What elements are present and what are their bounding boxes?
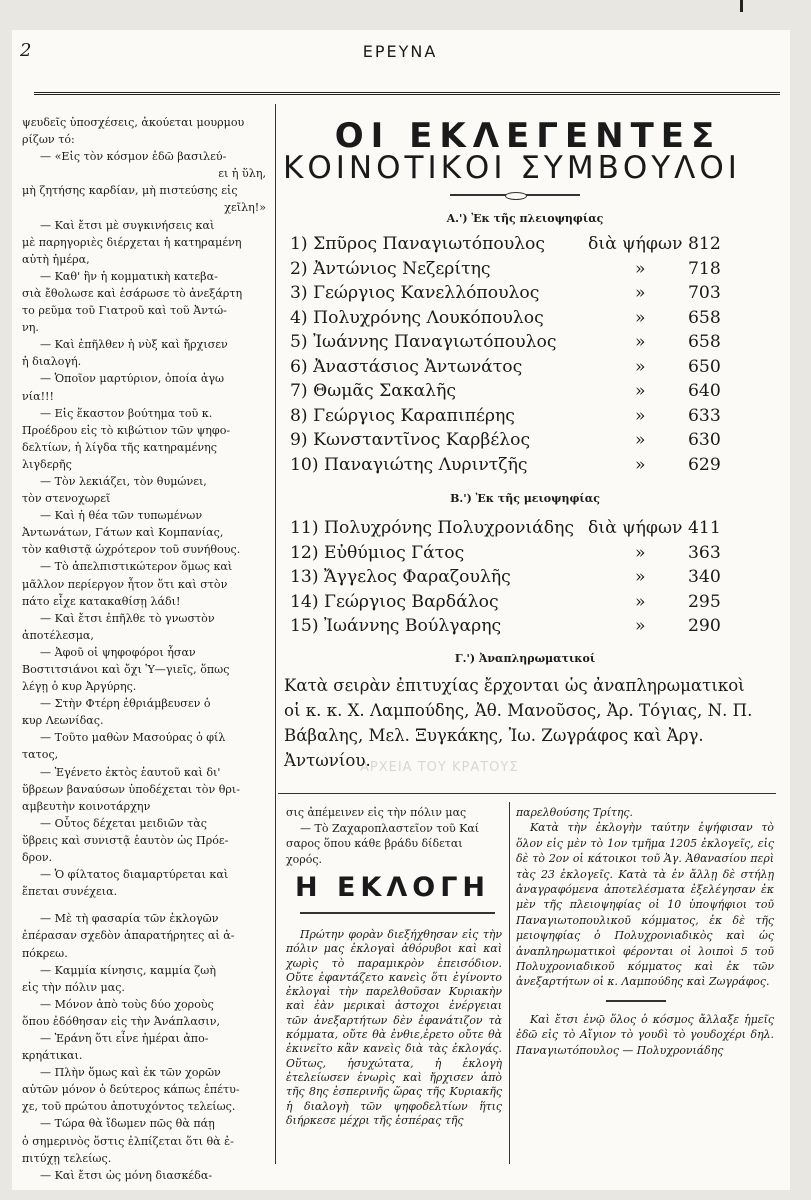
text-line: λιγδερῆς bbox=[22, 457, 72, 471]
text-line: αμβευτὴν κοινοτάρχην bbox=[22, 799, 151, 813]
member-name: 8) Γεώργιος Καραπιπέρης bbox=[290, 405, 515, 426]
article-heading-rule bbox=[300, 912, 495, 914]
vote-count: 658 bbox=[688, 307, 721, 328]
text-line: ει ἡ ὕλη, bbox=[218, 167, 266, 181]
text-line: ἐπέρασαν σχεδὸν ἀπαρατήρητες αἱ ἀ- bbox=[22, 929, 235, 943]
council-member-row bbox=[290, 541, 730, 566]
article-heading: Η ΕΚΛΟΓΗ bbox=[294, 872, 490, 903]
vote-count: 718 bbox=[688, 258, 721, 279]
column-divider-right bbox=[509, 802, 510, 1164]
vote-count: 290 bbox=[688, 616, 721, 636]
text-line: σις ἀπέμεινεν εἰς τὴν πόλιν μας bbox=[286, 806, 467, 819]
text-line: — Τὸ Ζαχαροπλαστεῖον τοῦ Καί bbox=[300, 821, 480, 835]
vote-count: 658 bbox=[688, 332, 721, 352]
text-line: χεῖλη!» bbox=[224, 201, 266, 215]
text-line: — Μὲ τὴ φασαρία τῶν ἐκλογῶν bbox=[40, 912, 219, 926]
text-line: — Τὸν λεκιάζει, τὸν θυμώνει, bbox=[40, 474, 207, 488]
text-line: ὕβρεων βαναύσων ὑποδέχεται τὸν θρι- bbox=[22, 782, 241, 796]
text-line: — Ὁποῖον μαρτύριον, ὁποία ἀγω bbox=[40, 372, 225, 386]
article-body bbox=[286, 928, 502, 1128]
text-line: τὸν στενοχωρεῖ bbox=[22, 492, 111, 506]
page-header bbox=[20, 40, 780, 64]
text-line: δελτίων, ἡ λίγδα τῆς κατηραμένης bbox=[22, 440, 217, 454]
text-line bbox=[22, 900, 266, 910]
votes-label: » bbox=[635, 591, 646, 612]
votes-label: » bbox=[635, 430, 646, 450]
text-line: — Καὶ ἔτσι ὡς μόνη διασκέδα- bbox=[40, 1168, 213, 1182]
text-line: — Οὗτος δέχεται μειδιῶν τὰς bbox=[40, 816, 207, 830]
text-line: ἡ διαλογή. bbox=[22, 355, 82, 369]
council-member-row bbox=[290, 257, 730, 282]
council-member-row bbox=[290, 330, 730, 355]
text-line: — Ὁ φίλτατος διαμαρτύρεται καὶ bbox=[40, 868, 229, 882]
text-line: — Καὶ ἔτσι ἐπῆλθε τὸ γνωστὸν bbox=[40, 611, 215, 625]
text-line: Προέδρου εἰς τὸ κιβώτιον τῶν ψηφο- bbox=[22, 423, 231, 437]
text-line: — Τώρα θὰ ἴδωμεν πῶς θὰ πάῃ bbox=[40, 1117, 215, 1131]
middle-column-top bbox=[286, 805, 502, 867]
minority-heading: Β.') Ἐκ τῆς μειοψηφίας bbox=[450, 492, 600, 505]
text-line: τατος, bbox=[22, 748, 59, 762]
vote-count: 295 bbox=[688, 591, 721, 612]
right-column bbox=[516, 805, 774, 1058]
text-line: — Καὶ ἡ θέα τῶν τυπωμένων bbox=[40, 509, 203, 523]
council-member-row bbox=[290, 453, 730, 478]
text-line: — Τὸ ἀπελπιστικώτερον ὅμως καὶ bbox=[40, 560, 233, 574]
member-name: 6) Ἀναστάσιος Ἀντωνάτος bbox=[290, 356, 523, 377]
article-paragraph: Πρώτην φορὰν διεξήχθησαν εἰς τὴν πόλιν μας ἐκλογαὶ ἀθόρυβοι καὶ καὶ χωρὶς τὸ παραμικρὸν ἐπεισόδιον. Οὔτε ἐφαντάζετο κανεὶς ὅτι ἐγίνοντο ἐκλογαὶ τὴν παρελθοῦσαν Κυριακὴν καὶ ἐὰν μερικαὶ ἀστοχοι ἐνέργειαι τῶν ἀνεξαρτήτων δὲν ἐφανάτιζον τὰ κόμματα, οὔτε θὰ ἐνθιε,ἐρετο οὔτε θὰ ἐκινεῖτο κἂν κανεὶς διὰ τὰς ἐκλογάς. Οὕτως, ἡσυχώτατα, ἡ ἐκλογὴ ἐτελείωσεν ἐνωρὶς καὶ ἤρχισεν ἀπὸ τῆς 8ης ἑσπερινῆς ὥρας τῆς Κυριακῆς ἡ διαλογὴ τῶν ψηφοδελτίων ἥτις διήρκεσε μέχρι τῆς ἑσπέρας τῆς bbox=[286, 928, 502, 1127]
vote-count: 703 bbox=[688, 283, 721, 303]
text-line: Ἀντωνάτων, Γάτων καὶ Κομπανίας, bbox=[22, 526, 224, 540]
text-line: — Μόνον ἀπὸ τοὺς δύο χοροὺς bbox=[40, 997, 214, 1011]
text-line: — Καθ' ἣν ἡ κομματικὴ κατεβα- bbox=[40, 269, 218, 283]
votes-label: » bbox=[635, 405, 646, 426]
council-member-row bbox=[290, 232, 730, 257]
text-line: — Εἰς ἕκαστον βούτημα τοῦ κ. bbox=[40, 406, 213, 420]
text-line: αὐτῶν μόνον ὁ δεύτερος κάπως ἐπέτυ- bbox=[22, 1083, 240, 1097]
headline-line2: ΚΟΙΝΟΤΙΚΟΙ ΣΥΜΒΟΥΛΟΙ bbox=[283, 150, 741, 186]
council-member-row bbox=[290, 379, 730, 404]
text-line: πιτύχῃ τελείως. bbox=[22, 1151, 112, 1165]
council-member-row bbox=[290, 355, 730, 380]
vote-count: 633 bbox=[688, 405, 721, 426]
text-line: ἕπεται συνέχεια. bbox=[22, 885, 118, 899]
text-line: — Καὶ ἐπῆλθεν ἡ νὺξ καὶ ἤρχισεν bbox=[40, 338, 228, 352]
text-line: — Ἐγένετο ἐκτὸς ἑαυτοῦ καὶ δι' bbox=[40, 765, 221, 779]
substitutes-heading: Γ.') Ἀναπληρωματικοί bbox=[454, 652, 596, 665]
votes-label: » bbox=[635, 356, 646, 377]
votes-label: διὰ ψήφων bbox=[588, 234, 683, 254]
member-name: 2) Ἀντώνιος Νεζερίτης bbox=[290, 258, 491, 279]
council-member-row bbox=[290, 281, 730, 306]
votes-label: » bbox=[635, 332, 646, 352]
council-member-row bbox=[290, 590, 730, 615]
minority-list bbox=[290, 516, 730, 639]
publication-title: ΕΡΕΥΝΑ bbox=[362, 42, 438, 61]
member-name: 11) Πολυχρόνης Πολυχρονιάδης bbox=[290, 518, 575, 538]
member-name: 7) Θωμᾶς Σακαλῆς bbox=[290, 381, 457, 401]
text-line: ἀποτέλεσμα, bbox=[22, 628, 94, 642]
text-line: λέγῃ ὁ κυρ Ἀργύρης. bbox=[22, 680, 137, 694]
text-line: μὴ ζητήσης καρδίαν, μὴ πιστεύσης εἰς bbox=[22, 184, 238, 198]
text-line: πόκρεω. bbox=[22, 946, 68, 960]
text-line: νία!!! bbox=[22, 389, 54, 403]
scan-edge-mark bbox=[740, 0, 743, 12]
text-line: μὲ παρηγοριὲς διέρχεται ἡ κατηραμένη bbox=[22, 235, 242, 249]
vote-count: 812 bbox=[688, 234, 721, 254]
member-name: 12) Εὐθύμιος Γάτος bbox=[290, 542, 465, 563]
vote-count: 340 bbox=[688, 567, 721, 587]
votes-label: » bbox=[635, 381, 646, 401]
member-name: 4) Πολυχρόνης Λουκόπουλος bbox=[290, 307, 544, 328]
ornament-divider bbox=[516, 990, 774, 1012]
text-line: ὁ σημερινὸς ὅστις ἐλπίζεται ὅτι θὰ ἐ- bbox=[22, 1134, 234, 1148]
votes-label: » bbox=[635, 307, 646, 328]
left-column bbox=[22, 114, 266, 1184]
text-line: — «Εἰς τὸν κόσμον ἐδῶ βασιλεύ- bbox=[40, 150, 227, 164]
headline-line1: ΟΙ ΕΚΛΕΓΕΝΤΕΣ bbox=[334, 116, 722, 156]
majority-list bbox=[290, 232, 730, 477]
article-continuation: παρελθούσης Τρίτης. bbox=[516, 806, 633, 819]
text-line: ψευδεῖς ὑποσχέσεις, ἀκούεται μουρμου bbox=[22, 116, 245, 129]
council-member-row bbox=[290, 306, 730, 331]
text-line: — Ἐράνη ὅτι εἶνε ἡμέραι ἀπο- bbox=[40, 1031, 209, 1045]
text-line: το ρεῦμα τοῦ Γιατροῦ καὶ τοῦ Ἀντώ- bbox=[22, 304, 227, 318]
archive-watermark: ΑΡΧΕΙΑ ΤΟΥ ΚΡΑΤΟΥΣ bbox=[360, 760, 519, 775]
vote-count: 650 bbox=[688, 356, 721, 377]
council-member-row bbox=[290, 565, 730, 590]
text-line: πάτο εἶχε κατακαθίσῃ λάδι! bbox=[22, 594, 181, 608]
text-line: — Στὴν Φτέρη ἐθριάμβευσεν ὁ bbox=[40, 697, 211, 711]
text-line: δρον. bbox=[22, 851, 53, 865]
ornament-divider bbox=[450, 194, 580, 196]
text-line: σιὰ ἔθολωσε καὶ ἐσάρωσε τὸ ἀνεξάρτη bbox=[22, 286, 243, 300]
text-line: κρηάτικαι. bbox=[22, 1049, 83, 1063]
council-member-row bbox=[290, 428, 730, 453]
text-line: — Καμμία κίνησις, καμμία ζωὴ bbox=[40, 963, 216, 977]
member-name: 1) Σπῦρος Παναγιωτόπουλος bbox=[290, 234, 546, 254]
vote-count: 630 bbox=[688, 430, 721, 450]
vote-count: 640 bbox=[688, 381, 721, 401]
text-line: εἰς τὴν πόλιν μας. bbox=[22, 980, 125, 994]
section-rule bbox=[278, 793, 776, 794]
text-line: — Καὶ ἔτσι μὲ συγκινήσεις καὶ bbox=[40, 218, 215, 232]
text-line: αὐτὴ ἡμέρα, bbox=[22, 252, 90, 266]
vote-count: 629 bbox=[688, 454, 721, 475]
article-paragraph: Κατὰ τὴν ἐκλογὴν ταύτην ἐψήφισαν τὸ ὅλον εἰς μὲν τὸ 1ον τμῆμα 1205 ἐκλογεῖς, εἰς δὲ τὸ 2ον οἱ κάτοικοι τοῦ Ἁγ. Ἀθανασίου περὶ τὰς 23 ἐκλογεῖς. Κατὰ τὰ ἐν ἄλλῃ δὲ στήλῃ ἀναγραφόμενα ἀποτελέσματα ἐξελέγησαν ἐκ μὲν τῆς πλειοψηφίας οἱ 10 ὑποψήφιοι τοῦ Παναγιωτοπουλικοῦ κόμματος, ἐκ δὲ τῆς μειοψηφίας ὁ Πολυχρονιαδικὸς καὶ ὡς ἀναπληρωματικοὶ φέρονται οἱ λοιποὶ 5 τοῦ Πολυχρονιαδικοῦ κόμματος καὶ ἐκ τῶν ἀνεξαρτήτων οἱ κ. Λαμπούδης καὶ Ζωγράφος. bbox=[516, 821, 774, 989]
text-line: σαρος ὅπου κάθε βράδυ δίδεται χορός. bbox=[286, 837, 463, 866]
majority-heading: Α.') Ἐκ τῆς πλειοψηφίας bbox=[446, 212, 604, 225]
text-line: νη. bbox=[22, 321, 39, 335]
vote-count: 363 bbox=[688, 542, 721, 563]
member-name: 15) Ἰωάννης Βούλγαρης bbox=[290, 616, 502, 636]
member-name: 14) Γεώργιος Βαρδάλος bbox=[290, 591, 499, 612]
council-member-row bbox=[290, 614, 730, 639]
text-line: μᾶλλον περίεργον ἦτον ὅτι καὶ στὸν bbox=[22, 577, 228, 591]
text-line: ὕβρεις καὶ συνιστᾷ ἑαυτὸν ὡς Πρόε- bbox=[22, 833, 229, 847]
votes-label: » bbox=[635, 567, 646, 587]
text-line: κυρ Λεωνίδας. bbox=[22, 714, 104, 728]
page-number: 2 bbox=[20, 40, 32, 61]
header-rule bbox=[34, 92, 780, 95]
text-line: τὸν καθιστᾷ ὠχρότερον τοῦ συνήθους. bbox=[22, 543, 241, 557]
votes-label: » bbox=[635, 454, 646, 475]
council-member-row bbox=[290, 404, 730, 429]
text-line: ρίζων τό: bbox=[22, 133, 75, 147]
text-line: — Τοῦτο μαθὼν Μασούρας ὁ φίλ bbox=[40, 731, 226, 745]
text-line: — Ἀφοῦ οἱ ψηφοφόροι ἦσαν bbox=[40, 645, 196, 659]
member-name: 5) Ἰωάννης Παναγιωτόπουλος bbox=[290, 332, 557, 352]
substitutes-text bbox=[284, 673, 754, 773]
text-line: χε, τοῦ πρώτου ἀποτυχόντος τελείως. bbox=[22, 1100, 236, 1114]
column-divider-left bbox=[275, 104, 276, 1164]
member-name: 10) Παναγιώτης Λυριντζῆς bbox=[290, 454, 528, 475]
text-line: — Πλὴν ὅμως καὶ ἐκ τῶν χορῶν bbox=[40, 1066, 221, 1080]
member-name: 3) Γεώργιος Κανελλόπουλος bbox=[290, 283, 540, 303]
member-name: 9) Κωνσταντῖνος Καρβέλος bbox=[290, 430, 531, 450]
article-paragraph: Καὶ ἔτσι ἐνῷ ὅλος ὁ κόσμος ἄλλαξε ἡμεῖς ἐδῶ εἰς τὸ Αἴγιον τὸ γουδὶ τὸ γουδοχέρι δηλ. Παναγιωτόπουλος — Πολυχρονιάδης bbox=[516, 1012, 774, 1057]
text-line: ὅπου ἐδόθησαν εἰς τὴν Ἀνάπλασιν, bbox=[22, 1014, 221, 1028]
votes-label: διὰ ψήφων bbox=[588, 518, 683, 538]
votes-label: » bbox=[635, 616, 646, 636]
votes-label: » bbox=[635, 283, 646, 303]
substitutes-paragraph: Κατὰ σειρὰν ἐπιτυχίας ἔρχονται ὡς ἀναπληρωματικοὶ οἱ κ. κ. Χ. Λαμπούδης, Ἀθ. Μανοῦσος, Ἀρ. Τόγιας, Ν. Π. Βάβαλης, Μελ. Ξυγκάκης, Ἰω. Ζωγράφος καὶ Ἀργ. Ἀντωνίου. bbox=[284, 676, 753, 770]
council-member-row bbox=[290, 516, 730, 541]
votes-label: » bbox=[635, 258, 646, 279]
text-line: Βοστιτσιάνοι καὶ ὄχι Ὑ—γιεῖς, ὅπως bbox=[22, 663, 230, 676]
vote-count: 411 bbox=[688, 518, 721, 538]
member-name: 13) Ἄγγελος Φαραζουλῆς bbox=[290, 567, 511, 587]
votes-label: » bbox=[635, 542, 646, 563]
